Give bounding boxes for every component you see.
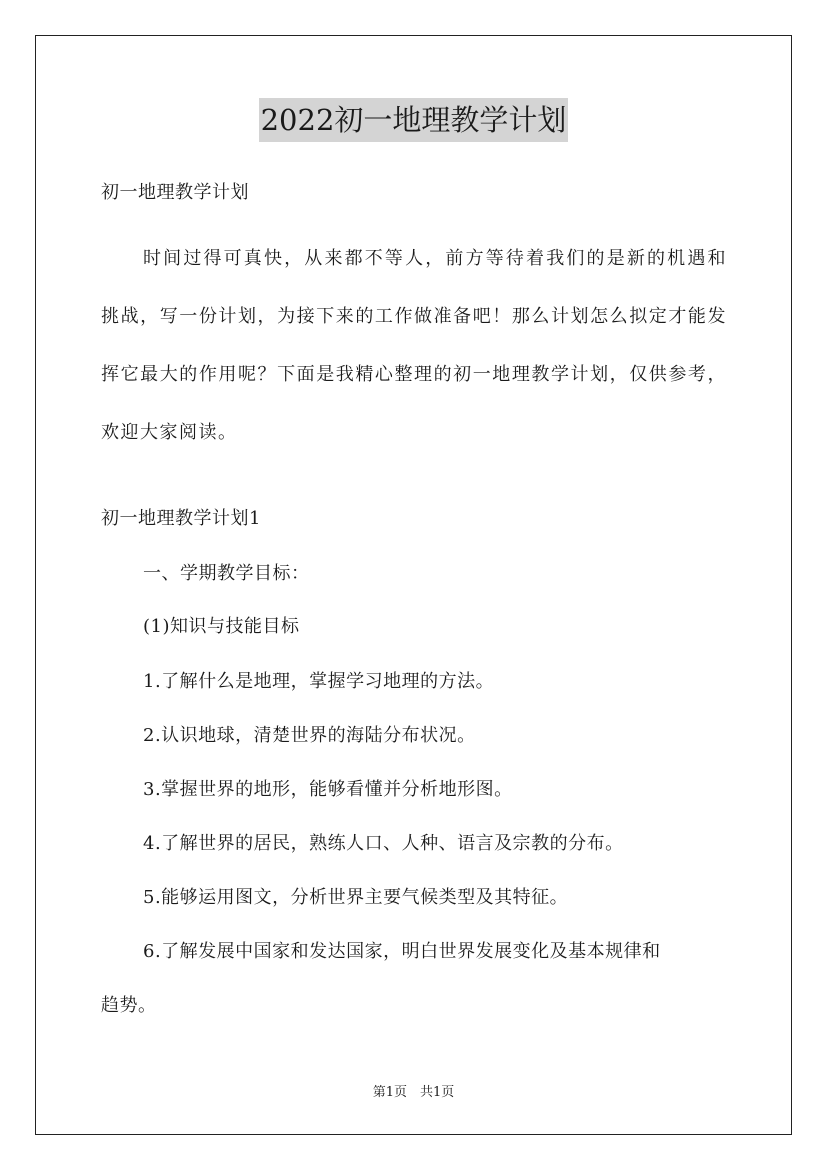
list-item: 2.认识地球，清楚世界的海陆分布状况。 [143, 725, 476, 746]
knowledge-heading: (1)知识与技能目标 [143, 616, 300, 637]
goals-heading: 一、学期教学目标： [143, 563, 310, 584]
list-item: 5.能够运用图文，分析世界主要气候类型及其特征。 [143, 887, 569, 908]
section-heading: 初一地理教学计划1 [101, 508, 261, 529]
title-container [0, 98, 827, 142]
list-item: 4.了解世界的居民，熟练人口、人种、语言及宗教的分布。 [143, 833, 624, 854]
list-item-continuation: 趋势。 [101, 995, 157, 1016]
list-item: 6.了解发展中国家和发达国家，明白世界发展变化及基本规律和 [143, 941, 661, 962]
document-subtitle: 初一地理教学计划 [101, 182, 249, 203]
page-footer: 第1页 共1页 [372, 1085, 455, 1100]
list-item: 3.掌握世界的地形，能够看懂并分析地形图。 [143, 779, 513, 800]
document-title: 2022初一地理教学计划 [259, 98, 569, 142]
intro-paragraph: 时间过得可真快，从来都不等人，前方等待着我们的是新的机遇和挑战，写一份计划，为接下来的工作做准备吧！那么计划怎么拟定才能发挥它最大的作用呢？下面是我精心整理的初一地理教学计划，仅供参考，欢迎大家阅读。 [101, 248, 727, 443]
list-item: 1.了解什么是地理，掌握学习地理的方法。 [143, 671, 495, 692]
